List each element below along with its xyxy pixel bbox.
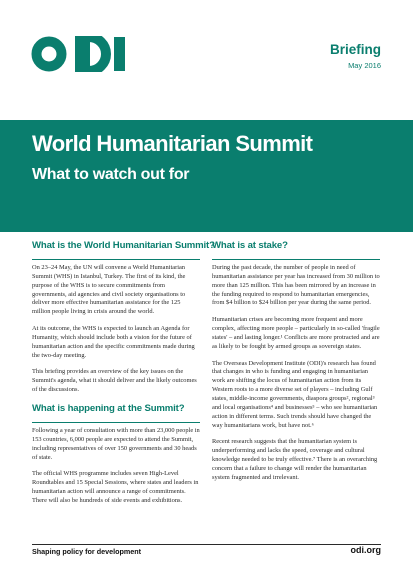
paragraph: This briefing provides an overview of the key issues on the Summit's agenda, what it should deliver and the likely outcomes of the discussions. xyxy=(32,368,197,394)
publication-date: May 2016 xyxy=(348,61,381,70)
paragraph: At its outcome, the WHS is expected to launch an Agenda for Humanity, which should include both a vision for the future of humanitarian action and the specific commitments made during the two-day meeting. xyxy=(32,325,195,359)
footer-divider xyxy=(32,544,381,545)
paragraph: Recent research suggests that the humanitarian system is underperforming and lacks the speed, coverage and cultural knowledge needed to be truly effective.⁷ There is an overarching concern that a failure to change will render the humanitarian system fragmented and irrelevant. xyxy=(212,438,378,481)
left-column xyxy=(32,240,215,514)
section-divider xyxy=(32,422,200,423)
section-divider xyxy=(32,259,200,260)
right-column xyxy=(212,240,380,491)
section-heading: What is happening at the Summit? xyxy=(32,402,185,414)
paragraph: The Overseas Development Institute (ODI)'s research has found that changes in who is funding and engaging in humanitarian work are shifting the locus of humanitarian action from its Western roots to a more diverse set of players – including Gulf states, middle-income governments, diaspora groups², regional³ and local organisations⁴ and businesses⁵ – who see humanitarian action in different terms. Such trends should have changed the way humanitarians work, but have not.⁶ xyxy=(212,359,378,429)
page-header xyxy=(0,0,413,120)
footer-website-link[interactable]: odi.org xyxy=(350,545,381,555)
paragraph: Following a year of consultation with more than 23,000 people in 153 countries, 6,000 people are expected to attend the Summit, including representatives of over 150 governments and 30 heads of state. xyxy=(32,426,200,461)
paragraph: Humanitarian crises are becoming more frequent and more complex, affecting more people – particularly in so-called 'fragile states' – and lasting longer.¹ Conflicts are more protracted and are as likely to be fought by armed groups as sovereign states. xyxy=(212,316,380,350)
page-subtitle: What to watch out for xyxy=(32,166,190,183)
section-heading: What is the World Humanitarian Summit? xyxy=(32,240,215,251)
section-divider xyxy=(212,259,380,260)
footer-tagline: Shaping policy for development xyxy=(32,547,142,556)
section-heading: What is at stake? xyxy=(212,240,288,251)
document-type: Briefing xyxy=(329,42,381,57)
page-title: World Humanitarian Summit xyxy=(32,131,313,156)
paragraph: During the past decade, the number of people in need of humanitarian assistance per year has increased from 30 million to more than 125 million. This has been mirrored by an increase in the funding required to respond to humanitarian emergencies, from $4 billion to $24 billion per year during the same period. xyxy=(212,264,380,307)
paragraph: On 23–24 May, the UN will convene a World Humanitarian Summit (WHS) in Istanbul, Turkey. The first of its kind, the purpose of the WHS is to secure commitments from governments, aid agencies and civil society organisations to deliver more effective humanitarian assistance for the 125 million people living in crisis around the world. xyxy=(32,264,186,316)
paragraph: The official WHS programme includes seven High-Level Roundtables and 15 Special Sessions, where states and leaders in humanitarian action will announce a range of commitments. There will also be hundreds of side events and exhibitions. xyxy=(32,470,199,504)
odi-logo xyxy=(31,36,131,72)
